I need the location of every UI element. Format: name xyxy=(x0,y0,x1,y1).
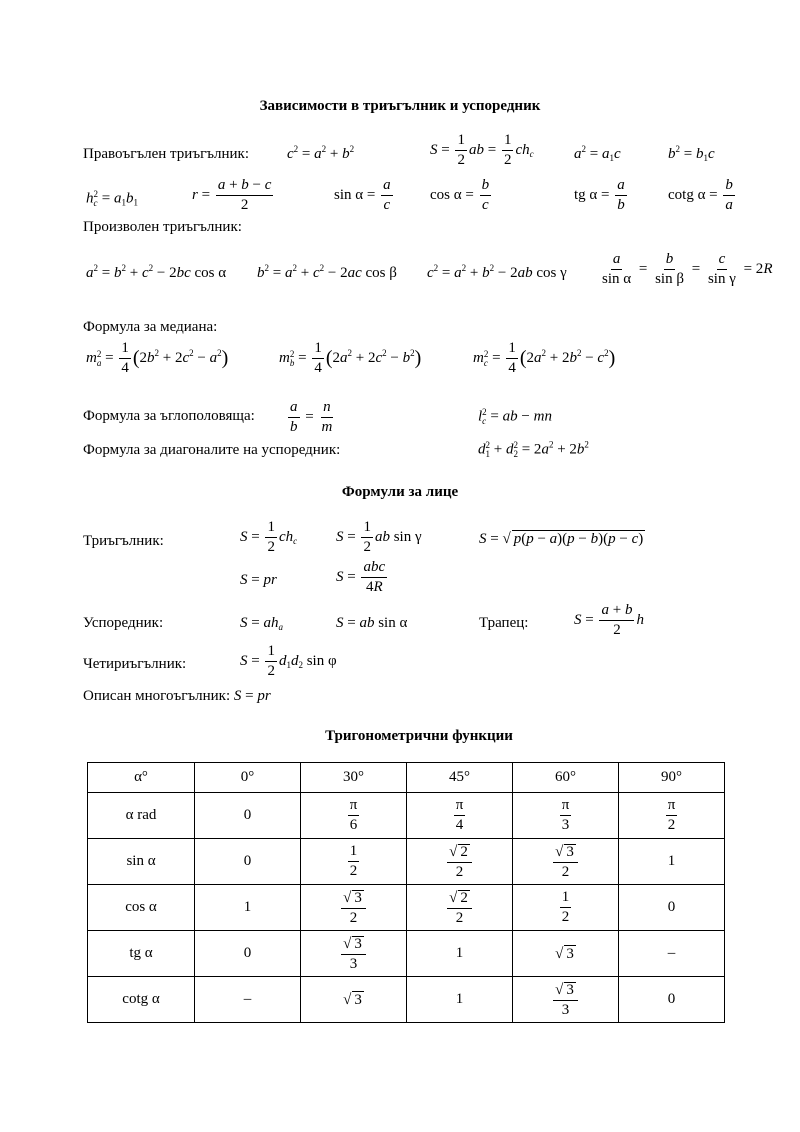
formula-cotg: cotg α = $\frac{b}{a}$ xyxy=(668,177,733,213)
formula-bisector-length: l 2 c = ab − mn xyxy=(478,407,552,426)
median-label: Формула за медиана: xyxy=(83,319,218,335)
cell: $\frac{√ 3}{2}$ xyxy=(513,839,619,885)
cell: 1 xyxy=(407,931,513,977)
formula-parallelogram-area-2: S = ab sin α xyxy=(336,615,408,631)
formula-bisector-ratio: $\frac{a}{b}$ = $\frac{n}{m}$ xyxy=(290,399,333,435)
formula-right-area: S = $\frac{1}{2}$ ab = $\frac{1}{2}$ $ch_c$ xyxy=(430,132,534,168)
row-label: sin α xyxy=(88,839,195,885)
cell: $\frac{1}{2}$ xyxy=(301,839,407,885)
formula-diagonals: d 2 1 + d 2 2 = $2a^2 + 2b^2$ xyxy=(478,439,589,459)
formula-cosine-law-a: $a^2 = b^2 + c^2 - 2bc$ cos α xyxy=(86,263,227,281)
table-row-cotg xyxy=(88,977,725,1023)
formula-triangle-area-3: S = pr xyxy=(240,572,277,588)
page-title: Зависимости в триъгълник и успоредник xyxy=(259,98,541,114)
cell: $\frac{√ 2}{2}$ xyxy=(407,839,513,885)
formula-height: h 2 c = $a_1b_1$ xyxy=(86,189,138,208)
arbitrary-triangle-label: Произволен триъгълник: xyxy=(83,219,242,235)
cell: $\frac{√ 2}{2}$ xyxy=(407,885,513,931)
cell: $\frac{\pi}{6}$ xyxy=(301,793,407,839)
formula-triangle-area-4: S = abc 4R xyxy=(336,559,386,595)
row-label: tg α xyxy=(88,931,195,977)
bisector-label: Формула за ъглополовяща: xyxy=(83,408,255,424)
cell: 0 xyxy=(619,977,725,1023)
cell: $\frac{\pi}{2}$ xyxy=(619,793,725,839)
formula-tg: tg α = $\frac{a}{b}$ xyxy=(574,177,625,213)
cell: $\frac{\pi}{4}$ xyxy=(407,793,513,839)
formula-euclid-a: $a^2 = a_1c$ xyxy=(574,144,621,163)
quadrilateral-label: Четириъгълник: xyxy=(83,656,187,672)
formula-median-b: m 2 b = $\frac{1}{4}$ $(2a^2 + 2c^2 - b^2)$ xyxy=(279,340,422,376)
circumscribed-polygon: Описан многоъгълник: S = pr xyxy=(83,688,271,704)
formula-quadrilateral-area: S = $\frac{1}{2}$ $d_1d_2$ sin φ xyxy=(240,643,337,679)
cell: – xyxy=(619,931,725,977)
formula-euclid-b: $b^2 = b_1c$ xyxy=(668,144,715,163)
cell: √ 3 xyxy=(301,977,407,1023)
formula-cosine-law-c: $c^2 = a^2 + b^2 - 2ab$ cos γ xyxy=(427,263,567,281)
cell: 0 xyxy=(195,793,301,839)
cell: √ 3 xyxy=(513,931,619,977)
formula-heron: S = √ p(p − a)(p − b)(p − c) xyxy=(479,531,644,547)
cell: 0 xyxy=(195,839,301,885)
trapezoid-label: Трапец: xyxy=(479,615,529,631)
row-label: cotg α xyxy=(88,977,195,1023)
cell: $\frac{√ 3}{3}$ xyxy=(513,977,619,1023)
circumscribed-label: Описан многоъгълник: xyxy=(83,688,231,704)
cell: – xyxy=(195,977,301,1023)
trig-table xyxy=(87,762,725,1023)
triangle-label: Триъгълник: xyxy=(83,533,164,549)
header-angle: α° xyxy=(88,763,195,793)
formula-cosine-law-b: $b^2 = a^2 + c^2 - 2ac$ cos β xyxy=(257,263,397,281)
cell: 0 xyxy=(619,885,725,931)
formula-sin: sin α = $\frac{a}{c}$ xyxy=(334,177,391,213)
header-45: 45° xyxy=(407,763,513,793)
header-90: 90° xyxy=(619,763,725,793)
row-label: cos α xyxy=(88,885,195,931)
cell: $\frac{√ 3}{3}$ xyxy=(301,931,407,977)
formula-parallelogram-area-1: $S = ah_a$ xyxy=(240,615,283,632)
cell: 1 xyxy=(407,977,513,1023)
formula-pythagoras: $c^2 = a^2 + b^2$ xyxy=(287,144,355,162)
formula-trapezoid-area: S = $\frac{a + b}{2}$ h xyxy=(574,602,644,638)
trig-title: Тригонометрични функции xyxy=(325,728,513,744)
header-30: 30° xyxy=(301,763,407,793)
header-60: 60° xyxy=(513,763,619,793)
cell: 0 xyxy=(195,931,301,977)
formula-triangle-area-2: S = $\frac{1}{2}$ ab sin γ xyxy=(336,519,422,555)
cell: $\frac{\pi}{3}$ xyxy=(513,793,619,839)
formula-median-a: m 2 a = $\frac{1}{4}$ $(2b^2 + 2c^2 - a^2)$ xyxy=(86,340,229,376)
table-row-tg xyxy=(88,931,725,977)
table-row-sin xyxy=(88,839,725,885)
cell: 1 xyxy=(195,885,301,931)
area-title: Формули за лице xyxy=(341,484,459,500)
cell: $\frac{√ 3}{2}$ xyxy=(301,885,407,931)
formula-inradius: r = $\frac{a + b - c}{2}$ xyxy=(192,177,272,213)
table-row-cos xyxy=(88,885,725,931)
parallelogram-label: Успоредник: xyxy=(83,615,164,631)
formula-sine-law: $\frac{a}{\text{sin α}}$ = $\frac{b}{\text{sin β}}$ = $\frac{c}{\text{sin γ}}$ = 2R xyxy=(602,251,773,287)
header-0: 0° xyxy=(195,763,301,793)
row-label: α rad xyxy=(88,793,195,839)
cell: 1 xyxy=(619,839,725,885)
formula-median-c: m 2 c = $\frac{1}{4}$ $(2a^2 + 2b^2 - c^2)$ xyxy=(473,340,616,376)
table-row-rad xyxy=(88,793,725,839)
right-triangle-label: Правоъгълен триъгълник: xyxy=(83,146,249,162)
diagonals-label: Формула за диагоналите на успоредник: xyxy=(83,442,341,458)
table-header-row xyxy=(88,763,725,793)
formula-cos: cos α = $\frac{b}{c}$ xyxy=(430,177,490,213)
formula-triangle-area-1: S = $\frac{1}{2}$ $ch_c$ xyxy=(240,519,298,555)
cell: $\frac{1}{2}$ xyxy=(513,885,619,931)
